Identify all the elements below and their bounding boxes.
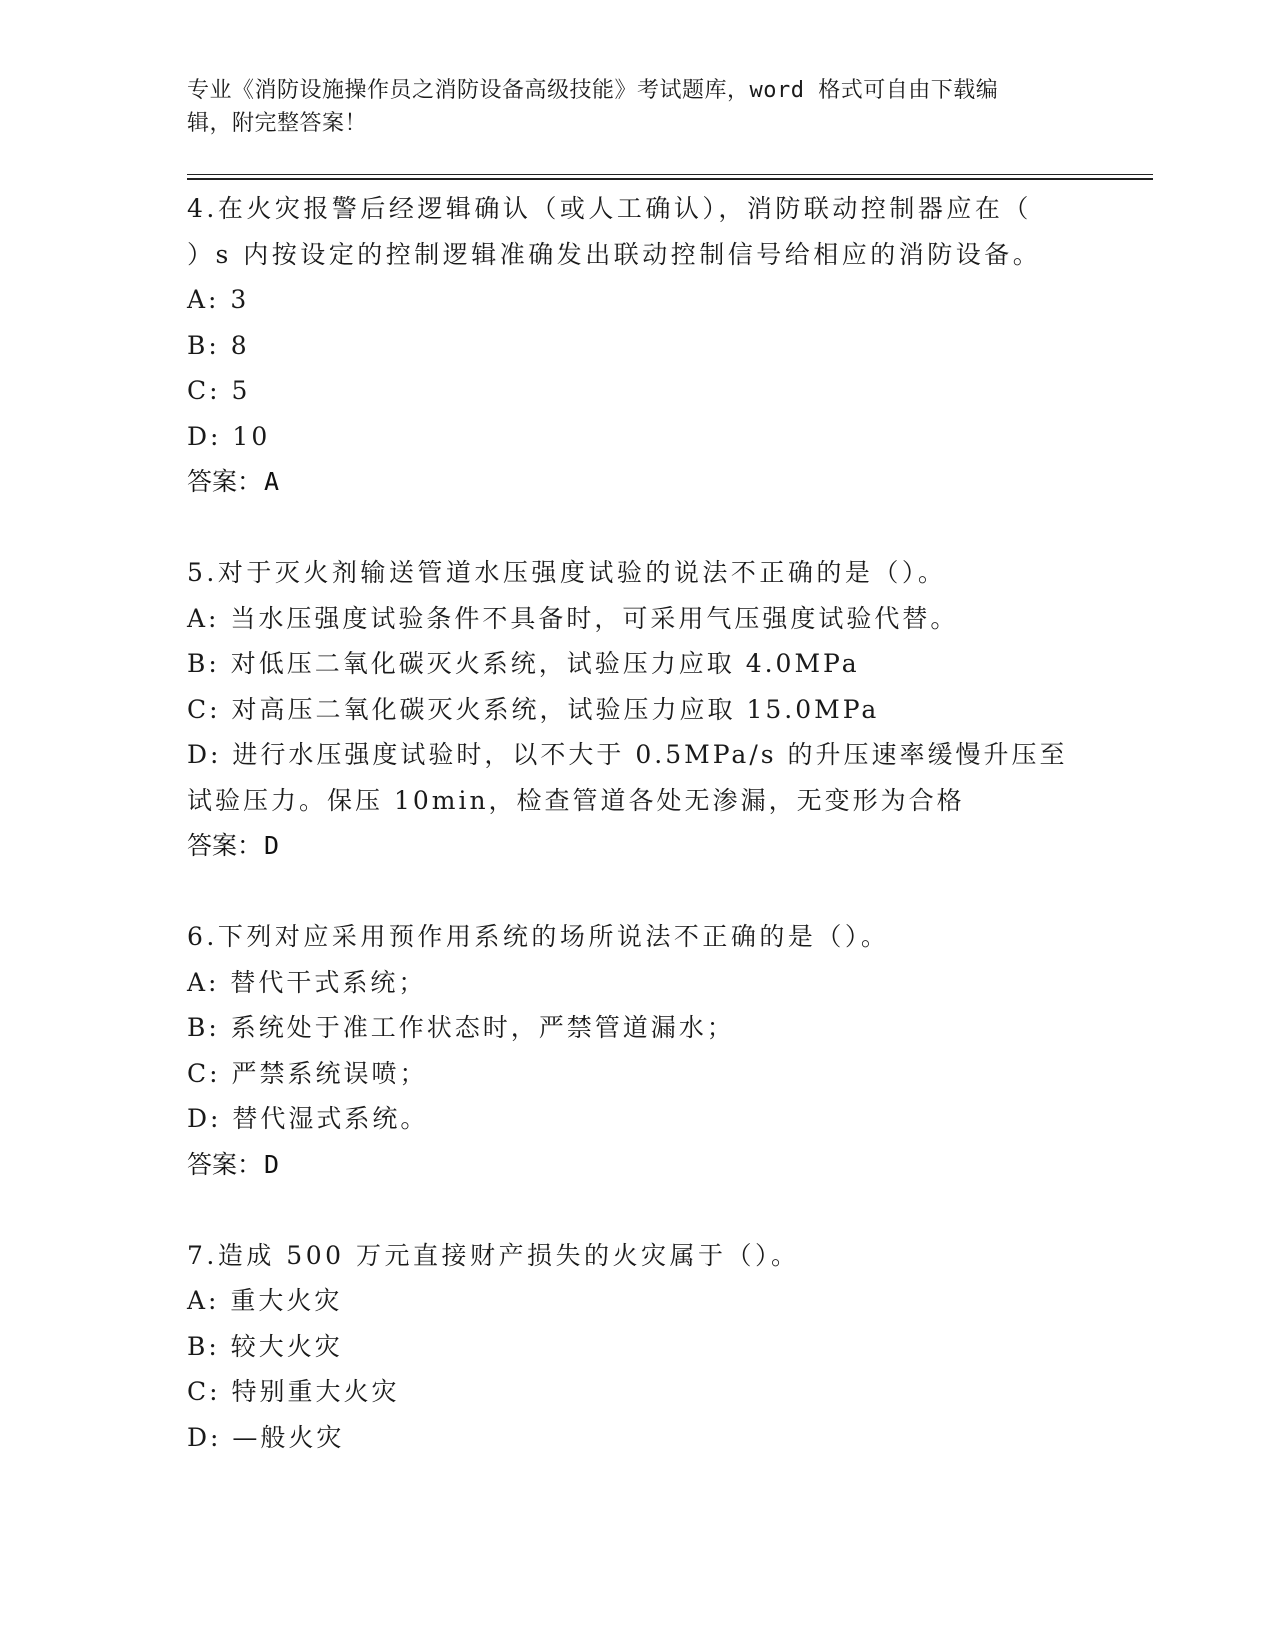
- question-item: [187, 914, 1067, 1187]
- answer-option-line: B: 8: [187, 330, 250, 360]
- answer-option-line: A: 替代干式系统；: [187, 967, 427, 997]
- answer-option-line: C: 特别重大火灾: [187, 1377, 400, 1406]
- question-stem: [187, 1233, 1067, 1279]
- question-stem-line: 7.造成 500 万元直接财产损失的火灾属于（）。: [187, 1240, 800, 1270]
- answer-option: [187, 1324, 1067, 1370]
- header-line-2: 辑，附完整答案！: [187, 111, 368, 136]
- question-stem-line: 5.对于灭火剂输送管道水压强度试验的说法不正确的是（）。: [187, 558, 947, 587]
- answer-option-line: D: —般火灾: [187, 1422, 345, 1452]
- answer-option-line: B: 对低压二氧化碳灭火系统，试验压力应取 4.0MPa: [187, 649, 860, 678]
- header-divider-thick: [187, 178, 1153, 180]
- question-item: [187, 186, 1067, 505]
- answer-option: [187, 323, 1067, 369]
- answer-option-line: D: 进行水压强度试验时，以不大于 0.5MPa/s 的升压速率缓慢升压至: [187, 740, 1068, 769]
- question-stem-line: 4.在火灾报警后经逻辑确认（或人工确认），消防联动控制器应在（: [187, 194, 1032, 223]
- answer-option: [187, 368, 1067, 414]
- answer-key: [187, 1142, 1067, 1188]
- answer-label: 答案：: [187, 831, 263, 860]
- answer-option: [187, 596, 1067, 642]
- answer-value: D: [264, 1149, 280, 1179]
- question-stem: [187, 186, 1067, 277]
- answer-key: [187, 459, 1067, 505]
- question-stem: [187, 550, 1067, 596]
- answer-option-line: B: 系统处于准工作状态时，严禁管道漏水；: [187, 1013, 735, 1042]
- answer-option-line: C: 对高压二氧化碳灭火系统，试验压力应取 15.0MPa: [187, 694, 880, 724]
- question-stem-line: ）s 内按设定的控制逻辑准确发出联动控制信号给相应的消防设备。: [187, 239, 1042, 269]
- answer-option: [187, 960, 1067, 1006]
- answer-option-line: C: 严禁系统误喷；: [187, 1058, 428, 1088]
- answer-option: [187, 687, 1067, 733]
- answer-option: [187, 1415, 1067, 1461]
- answer-option: [187, 277, 1067, 323]
- answer-value: D: [264, 831, 280, 860]
- answer-option-line: A: 当水压强度试验条件不具备时，可采用气压强度试验代替。: [187, 603, 959, 633]
- answer-option: [187, 1369, 1067, 1415]
- header-divider-thin: [187, 174, 1153, 175]
- question-list: [187, 186, 1067, 1506]
- answer-option-line: A: 3: [187, 285, 250, 314]
- answer-option: [187, 414, 1067, 460]
- question-item: [187, 1233, 1067, 1461]
- answer-option-line: D: 替代湿式系统。: [187, 1104, 429, 1133]
- question-item: [187, 550, 1067, 869]
- question-stem-line: 6.下列对应采用预作用系统的场所说法不正确的是（）。: [187, 922, 890, 951]
- answer-option: [187, 1005, 1067, 1051]
- header-line-1: 专业《消防设施操作员之消防设备高级技能》考试题库，word 格式可自由下载编: [187, 78, 999, 103]
- answer-option-line: A: 重大火灾: [187, 1286, 343, 1315]
- question-stem: [187, 914, 1067, 960]
- answer-option: [187, 641, 1067, 687]
- answer-option-line: C: 5: [187, 376, 251, 405]
- document-header: [187, 74, 1067, 140]
- answer-option: [187, 1096, 1067, 1142]
- answer-option: [187, 1051, 1067, 1097]
- answer-option-line: B: 较大火灾: [187, 1331, 343, 1361]
- answer-label: 答案：: [187, 1149, 263, 1179]
- answer-option: [187, 1278, 1067, 1324]
- answer-value: A: [264, 467, 280, 496]
- answer-option: [187, 732, 1067, 823]
- answer-option-line: D: 10: [187, 421, 271, 451]
- answer-label: 答案：: [187, 467, 263, 496]
- answer-key: [187, 823, 1067, 869]
- answer-option-line: 试验压力。保压 10min，检查管道各处无渗漏，无变形为合格: [187, 785, 965, 815]
